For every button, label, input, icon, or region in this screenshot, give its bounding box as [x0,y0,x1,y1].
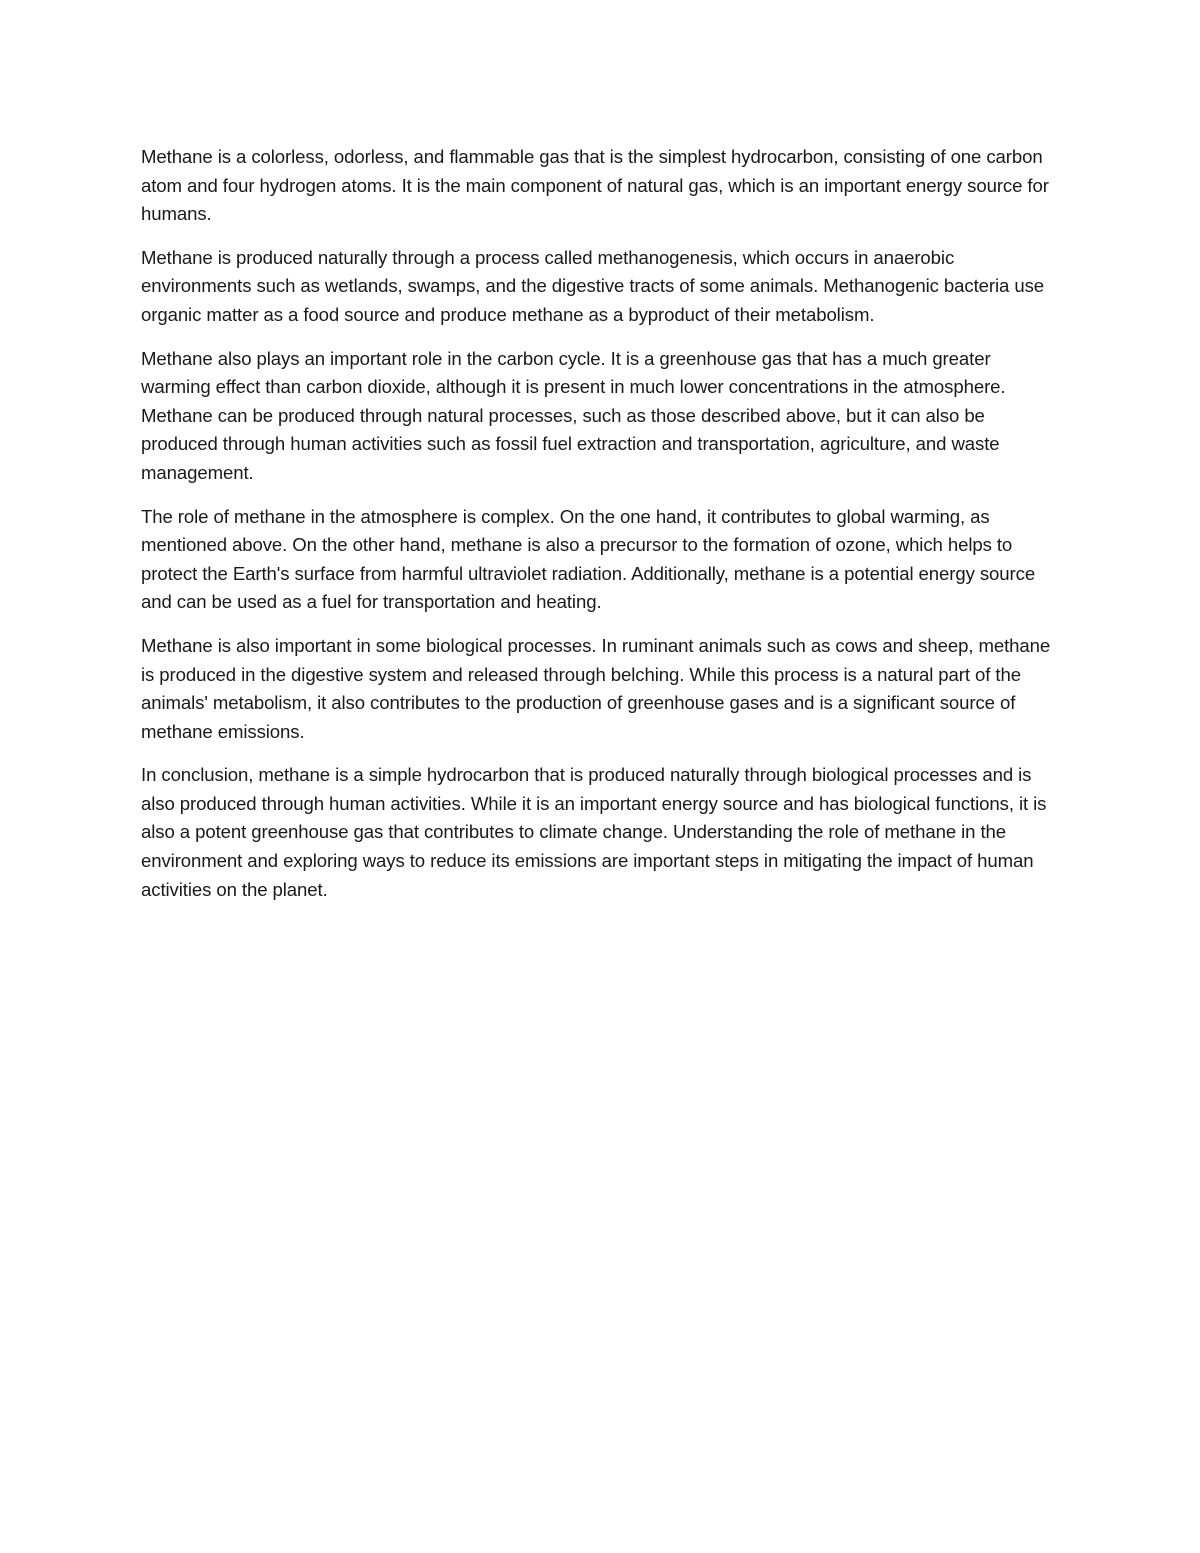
paragraph: Methane also plays an important role in the carbon cycle. It is a greenhouse gas that has a much greater warming effect than carbon dioxide, although it is present in much lower concentrations in the atmosphere. Methane can be produced through natural processes, such as those described above, but it can also be produced through human activities such as fossil fuel extraction and transportation, agriculture, and waste management. [141,347,1006,483]
paragraph: Methane is also important in some biological processes. In ruminant animals such as cows and sheep, methane is produced in the digestive system and released through belching. While this process is a natural part of the animals' metabolism, it also contributes to the production of greenhouse gases and is a significant source of methane emissions. [141,634,1051,742]
paragraph: In conclusion, methane is a simple hydrocarbon that is produced naturally through biological processes and is also produced through human activities. While it is an important energy source and has biological functions, it is also a potent greenhouse gas that contributes to climate change. Understanding the role of methane in the environment and exploring ways to reduce its emissions are important steps in mitigating the impact of human activities on the planet. [141,764,1047,900]
paragraph: The role of methane in the atmosphere is complex. On the one hand, it contributes to global warming, as mentioned above. On the other hand, methane is also a precursor to the formation of ozone, which helps to protect the Earth's surface from harmful ultraviolet radiation. Additionally, methane is a potential energy source and can be used as a fuel for transportation and heating. [141,505,1036,613]
paragraph: Methane is a colorless, odorless, and flammable gas that is the simplest hydrocarbon, consisting of one carbon atom and four hydrogen atoms. It is the main component of natural gas, which is an important energy source for humans. [141,146,1049,225]
paragraph: Methane is produced naturally through a process called methanogenesis, which occurs in anaerobic environments such as wetlands, swamps, and the digestive tracts of some animals. Methanogenic bacteria use organic matter as a food source and produce methane as a byproduct of their metabolism. [141,246,1045,325]
document-body [141,143,1056,919]
